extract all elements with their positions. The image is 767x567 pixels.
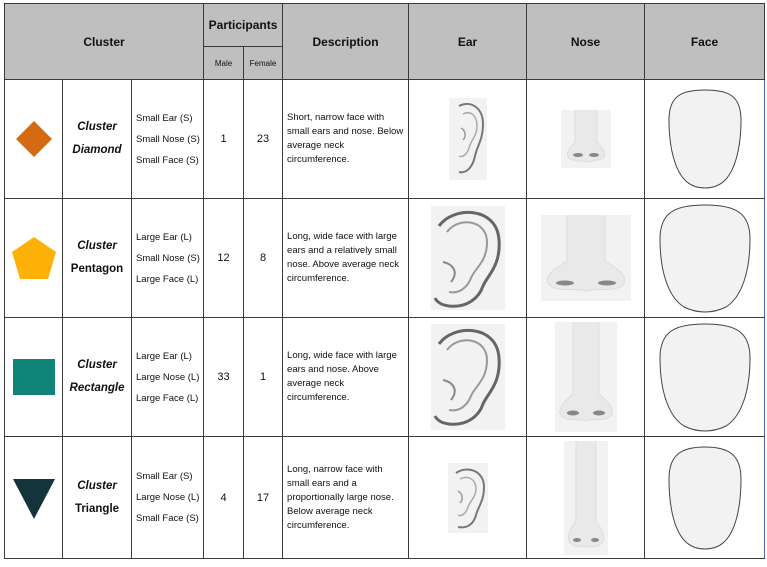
female-count: 1 bbox=[244, 318, 283, 437]
diamond-icon bbox=[14, 119, 54, 159]
table-row bbox=[5, 318, 765, 437]
header-nose: Nose bbox=[527, 4, 645, 80]
trait-face: Large Face (L) bbox=[136, 273, 199, 285]
header-participants: Participants bbox=[204, 4, 283, 47]
table-row bbox=[5, 437, 765, 559]
trait-face: Small Face (S) bbox=[136, 513, 199, 524]
trait-ear: Small Ear (S) bbox=[136, 471, 193, 482]
face-cell bbox=[645, 199, 765, 318]
trait-nose: Large Nose (L) bbox=[136, 492, 200, 503]
ear-cell bbox=[409, 437, 527, 559]
trait-ear: Large Ear (L) bbox=[136, 231, 192, 243]
ear-cell bbox=[409, 80, 527, 199]
female-count: 17 bbox=[244, 437, 283, 559]
cluster-name-label: Triangle bbox=[74, 502, 120, 515]
ear-icon bbox=[448, 463, 488, 533]
nose-icon bbox=[564, 441, 608, 555]
face-cell bbox=[645, 80, 765, 199]
description: Long, narrow face with small ears and a proportionally large nose. Below average neck circumference. bbox=[283, 437, 409, 559]
cluster-name bbox=[63, 80, 132, 199]
face-outline-icon bbox=[656, 201, 754, 315]
cluster-shape-cell bbox=[5, 80, 63, 199]
cluster-name bbox=[63, 437, 132, 559]
table-row bbox=[5, 199, 765, 318]
trait-nose: Large Nose (L) bbox=[136, 371, 200, 383]
female-count: 8 bbox=[244, 199, 283, 318]
cluster-name bbox=[63, 318, 132, 437]
cluster-traits bbox=[132, 437, 204, 559]
cluster-traits bbox=[132, 80, 204, 199]
cluster-name-label: Diamond bbox=[72, 144, 122, 156]
face-outline-icon bbox=[665, 86, 745, 192]
cluster-name-prefix: Cluster bbox=[77, 359, 117, 371]
trait-face: Small Face (S) bbox=[136, 154, 199, 166]
nose-cell bbox=[527, 199, 645, 318]
cluster-name-prefix: Cluster bbox=[77, 240, 117, 252]
cluster-name-label: Pentagon bbox=[70, 263, 124, 275]
female-count: 23 bbox=[244, 80, 283, 199]
face-outline-icon bbox=[665, 443, 745, 553]
nose-cell bbox=[527, 318, 645, 437]
header-face: Face bbox=[645, 4, 765, 80]
pentagon-icon bbox=[10, 235, 58, 281]
triangle-icon bbox=[11, 475, 57, 521]
trait-nose: Small Nose (S) bbox=[136, 252, 200, 264]
face-outline-icon bbox=[656, 320, 754, 434]
header-cluster: Cluster bbox=[5, 4, 204, 80]
header-description: Description bbox=[283, 4, 409, 80]
ear-icon bbox=[449, 98, 487, 180]
header-male: Male bbox=[204, 47, 244, 80]
ear-icon bbox=[431, 324, 505, 430]
cluster-traits bbox=[132, 318, 204, 437]
ear-icon bbox=[431, 206, 505, 310]
ear-cell bbox=[409, 318, 527, 437]
cluster-name-label: Rectangle bbox=[69, 382, 125, 394]
nose-icon bbox=[555, 322, 617, 432]
cluster-name-prefix: Cluster bbox=[77, 121, 117, 133]
male-count: 12 bbox=[204, 199, 244, 318]
header-female: Female bbox=[244, 47, 283, 80]
table-row bbox=[5, 80, 765, 199]
cluster-name-prefix: Cluster bbox=[77, 479, 117, 492]
cluster-table bbox=[4, 3, 765, 559]
description: Long, wide face with large ears and nose. Above average neck circumference. bbox=[283, 318, 409, 437]
nose-icon bbox=[541, 215, 631, 301]
nose-icon bbox=[561, 110, 611, 168]
cluster-shape-cell bbox=[5, 318, 63, 437]
face-cell bbox=[645, 437, 765, 559]
trait-ear: Large Ear (L) bbox=[136, 350, 192, 362]
description: Short, narrow face with small ears and nose. Below average neck circumference. bbox=[283, 80, 409, 199]
rectangle-icon bbox=[12, 358, 56, 396]
face-cell bbox=[645, 318, 765, 437]
male-count: 1 bbox=[204, 80, 244, 199]
cluster-shape-cell bbox=[5, 437, 63, 559]
description: Long, wide face with large ears and a relatively small nose. Above average neck circumference. bbox=[283, 199, 409, 318]
male-count: 4 bbox=[204, 437, 244, 559]
cluster-shape-cell bbox=[5, 199, 63, 318]
nose-cell bbox=[527, 437, 645, 559]
trait-ear: Small Ear (S) bbox=[136, 112, 193, 124]
nose-cell bbox=[527, 80, 645, 199]
cluster-traits bbox=[132, 199, 204, 318]
header-ear: Ear bbox=[409, 4, 527, 80]
trait-nose: Small Nose (S) bbox=[136, 133, 200, 145]
trait-face: Large Face (L) bbox=[136, 392, 199, 404]
cluster-name bbox=[63, 199, 132, 318]
ear-cell bbox=[409, 199, 527, 318]
male-count: 33 bbox=[204, 318, 244, 437]
